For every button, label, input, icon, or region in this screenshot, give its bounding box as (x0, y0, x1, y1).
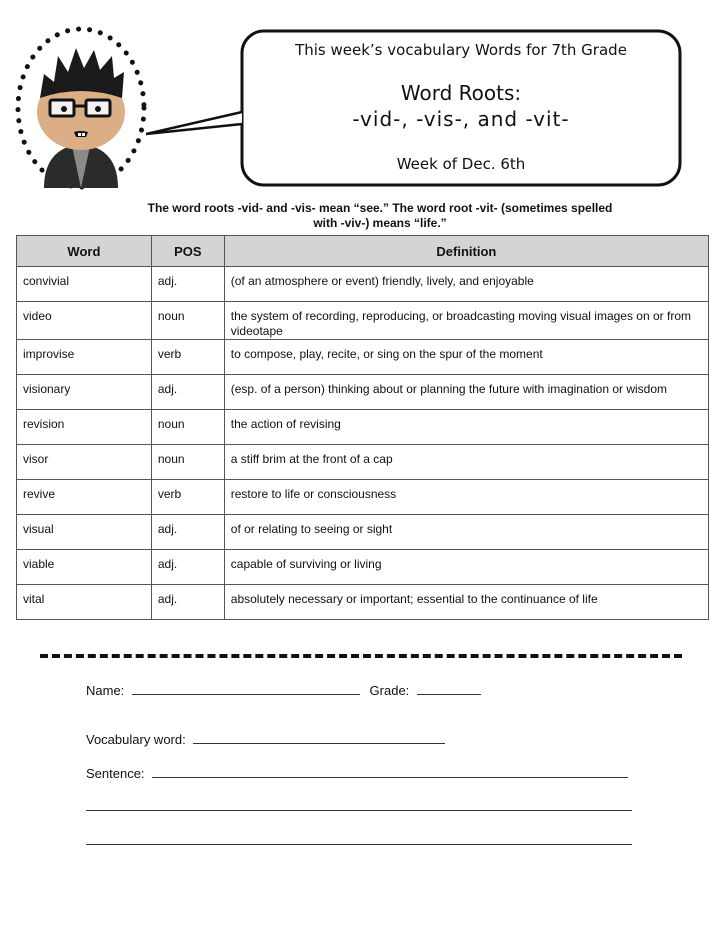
cell-word: visionary (17, 375, 152, 410)
table-row (17, 585, 709, 620)
bubble-roots: -vid-, -vis-, and -vit- (352, 107, 570, 131)
intro-line-2: with -viv-) means “life.” (313, 216, 447, 230)
name-label: Name: (86, 683, 125, 698)
header-pos: POS (151, 236, 224, 267)
cell-pos: adj. (151, 515, 224, 550)
sentence-label: Sentence: (86, 766, 145, 781)
cell-definition: restore to life or consciousness (224, 480, 708, 515)
table-row (17, 340, 709, 375)
bubble-title: Word Roots: (400, 81, 522, 105)
cell-pos: verb (151, 480, 224, 515)
table-row (17, 480, 709, 515)
cut-line-divider (40, 654, 682, 658)
table-row (17, 375, 709, 410)
cell-definition: the action of revising (224, 410, 708, 445)
cell-definition: of or relating to seeing or sight (224, 515, 708, 550)
speech-bubble-tail (146, 110, 246, 140)
table-row (17, 267, 709, 302)
cell-word: visual (17, 515, 152, 550)
table-row (17, 410, 709, 445)
grade-label: Grade: (369, 683, 410, 698)
cell-word: video (17, 302, 152, 340)
sentence-blank[interactable] (152, 765, 628, 778)
header-word: Word (17, 236, 152, 267)
cell-pos: adj. (151, 585, 224, 620)
teacher-avatar (14, 26, 148, 192)
sentence-row (86, 765, 628, 781)
cell-word: revision (17, 410, 152, 445)
cell-pos: noun (151, 445, 224, 480)
cell-word: viable (17, 550, 152, 585)
cell-definition: capable of surviving or living (224, 550, 708, 585)
table-row (17, 550, 709, 585)
cell-definition: (esp. of a person) thinking about or planning the future with imagination or wisdom (224, 375, 708, 410)
cell-definition: the system of recording, reproducing, or broadcasting moving visual images on or from videotape (224, 302, 708, 340)
table-row (17, 445, 709, 480)
intro-line-1: The word roots -vid- and -vis- mean “see.” The word root -vit- (sometimes spelled (147, 201, 613, 215)
vocab-word-row (86, 731, 445, 747)
name-grade-row (86, 682, 481, 698)
name-blank[interactable] (132, 682, 360, 695)
cell-pos: noun (151, 410, 224, 445)
header-definition: Definition (224, 236, 708, 267)
cell-definition: (of an atmosphere or event) friendly, lively, and enjoyable (224, 267, 708, 302)
bubble-content (240, 29, 682, 187)
table-row (17, 515, 709, 550)
bubble-week: Week of Dec. 6th (396, 155, 526, 173)
table-header-row (17, 236, 709, 267)
cell-word: improvise (17, 340, 152, 375)
cell-word: visor (17, 445, 152, 480)
sentence-line-2[interactable] (86, 810, 632, 811)
cell-pos: adj. (151, 267, 224, 302)
vocab-word-blank[interactable] (193, 731, 445, 744)
cell-definition: absolutely necessary or important; essential to the continuance of life (224, 585, 708, 620)
cell-definition: a stiff brim at the front of a cap (224, 445, 708, 480)
cell-pos: verb (151, 340, 224, 375)
cell-word: revive (17, 480, 152, 515)
grade-blank[interactable] (417, 682, 481, 695)
cell-word: vital (17, 585, 152, 620)
vocab-word-label: Vocabulary word: (86, 732, 186, 747)
bubble-subtitle: This week’s vocabulary Words for 7th Grade (295, 41, 627, 59)
cell-word: convivial (17, 267, 152, 302)
table-row (17, 302, 709, 340)
cell-pos: adj. (151, 550, 224, 585)
cell-definition: to compose, play, recite, or sing on the spur of the moment (224, 340, 708, 375)
cell-pos: noun (151, 302, 224, 340)
vocabulary-table (16, 235, 709, 620)
sentence-line-3[interactable] (86, 844, 632, 845)
cell-pos: adj. (151, 375, 224, 410)
intro-text (100, 201, 660, 231)
